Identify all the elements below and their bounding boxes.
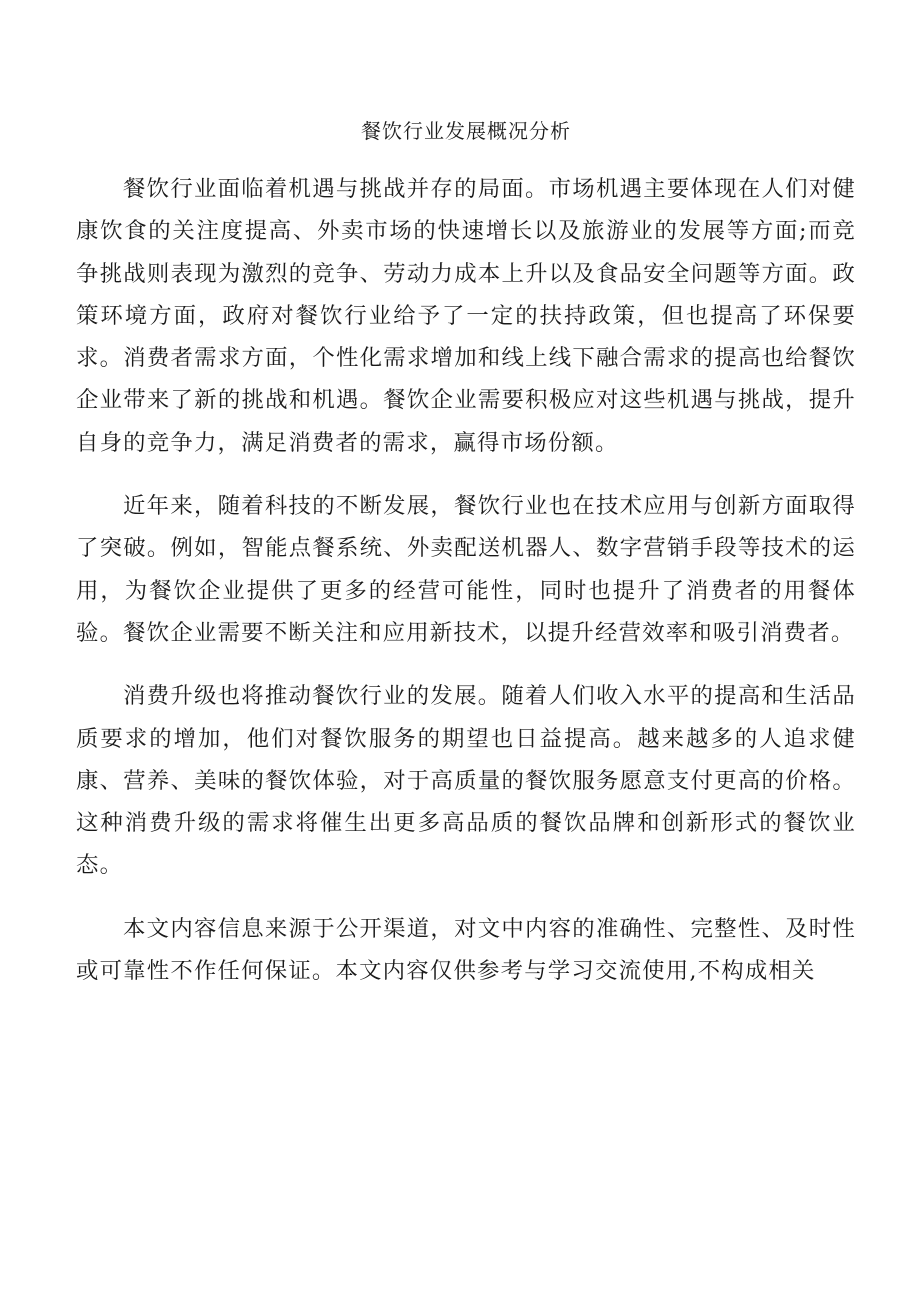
paragraph-technology-innovation: 近年来，随着科技的不断发展，餐饮行业也在技术应用与创新方面取得了突破。例如，智能点餐系统、外卖配送机器人、数字营销手段等技术的运用，为餐饮企业提供了更多的经营可能性，同时也提升了消费者的用餐体验。餐饮企业需要不断关注和应用新技术，以提升经营效率和吸引消费者。 [76, 493, 856, 646]
paragraph-consumption-upgrade: 消费升级也将推动餐饮行业的发展。随着人们收入水平的提高和生活品质要求的增加，他们对餐饮服务的期望也日益提高。越来越多的人追求健康、营养、美味的餐饮体验，对于高质量的餐饮服务愿意支付更高的价格。这种消费升级的需求将催生出更多高品质的餐饮品牌和创新形式的餐饮业态。 [76, 683, 856, 879]
paragraph-opportunities-challenges: 餐饮行业面临着机遇与挑战并存的局面。市场机遇主要体现在人们对健康饮食的关注度提高、外卖市场的快速增长以及旅游业的发展等方面;而竞争挑战则表现为激烈的竞争、劳动力成本上升以及食品安全问题等方面。政策环境方面，政府对餐饮行业给予了一定的扶持政策，但也提高了环保要求。消费者需求方面，个性化需求增加和线上线下融合需求的提高也给餐饮企业带来了新的挑战和机遇。餐饮企业需要积极应对这些机遇与挑战，提升自身的竞争力，满足消费者的需求，赢得市场份额。 [76, 176, 856, 456]
paragraph-disclaimer: 本文内容信息来源于公开渠道，对文中内容的准确性、完整性、及时性或可靠性不作任何保证。本文内容仅供参考与学习交流使用,不构成相关 [76, 915, 856, 985]
document-title: 餐饮行业发展概况分析 [361, 119, 571, 143]
document-page [76, 118, 856, 1013]
